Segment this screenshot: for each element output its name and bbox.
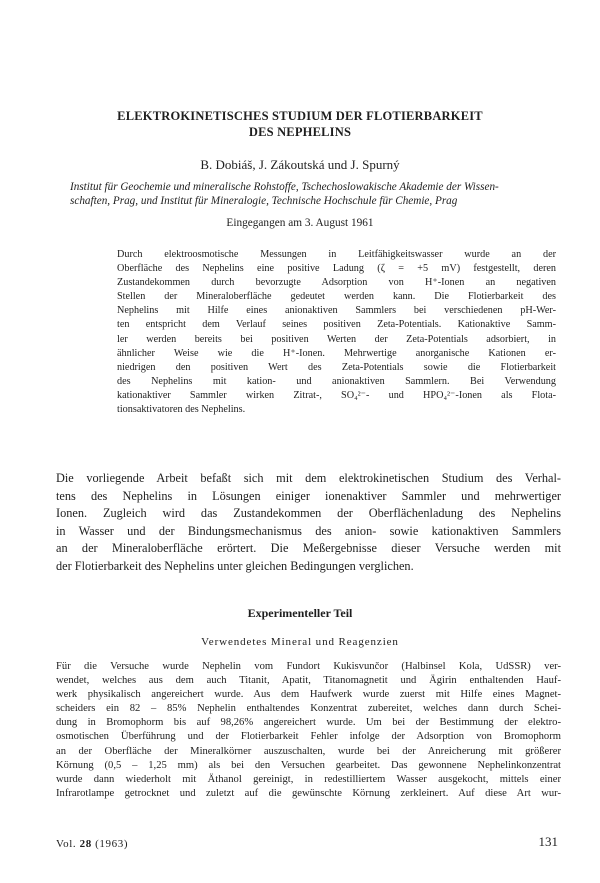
intro-line: tens des Nephelins in Lösungen einiger ionenaktiver Sammler und mehrwertiger [56, 488, 561, 503]
volume-year: (1963) [95, 838, 129, 850]
abstract-line: kationaktiver Sammler wirken Zitrat-, SO₄²⁻- und HPO₄²⁻-Ionen als Flota- [117, 389, 556, 401]
abstract-line: ten entspricht dem Verlauf seines positiven Zeta-Potentials. Kationaktive Samm- [117, 319, 556, 331]
body-line: wurde dann wiederholt mit Äthanol gereinigt, in redestilliertem Wasser ausgekocht, mittels einer [56, 773, 561, 785]
abstract [117, 248, 556, 417]
body-line: Infrarotlampe getrocknet und zuletzt auf die gewünschte Körnung zerkleinert. Auf diese Art wur- [56, 787, 561, 799]
intro-line: Ionen. Zugleich wird das Zustandekommen der Oberflächenladung des Nephelins [56, 506, 561, 521]
abstract-line: Nephelins mit Hilfe eines anionaktiven Sammlers bei verschiedenen pH-Wer- [117, 305, 556, 317]
abstract-line: Stellen der Mineraloberfläche gedeutet werden kann. Die Flotierbarkeit des [117, 291, 556, 303]
abstract-line: Durch elektroosmotische Messungen in Leitfähigkeitswasser wurde an der [117, 249, 556, 260]
intro-line: in Wasser und der Bindungsmechanismus des anion- sowie kationaktiven Sammlers [56, 523, 561, 538]
body-line: werk physikalisch angereichert wurde. Aus dem Haufwerk wurde zuerst mit Hilfe eines Magnet- [56, 689, 561, 701]
affiliation-line: schaften, Prag, und Institut für Mineralogie, Technische Hochschule für Chemie, Prag [70, 195, 458, 207]
abstract-line: Oberfläche des Nephelins eine positive Ladung (ζ = +5 mV) festgestellt, deren [117, 263, 556, 275]
body-line: osmotischen Überführung und der Flotierbarkeit Fehler infolge der Adsorption von Bromophorm [56, 731, 561, 743]
subsection-heading: Verwendetes Mineral und Reagenzien [201, 636, 399, 648]
volume-info [56, 838, 128, 850]
abstract-line: des Nephelins mit kation- und anionaktiven Sammlern. Bei Verwendung [117, 375, 556, 387]
affiliation [70, 180, 558, 208]
intro-line: an der Mineraloberfläche erörtert. Die Meßergebnisse dieser Versuche werden mit [56, 541, 561, 556]
body-line: scheiders ein 82 – 85% Nephelin enthaltendes Konzentrat zubereitet, welches dann durch Schei- [56, 703, 561, 715]
affiliation-line: Institut für Geochemie und mineralische Rohstoffe, Tschechoslowakische Akademie der Wissen- [70, 181, 499, 193]
intro-line: Die vorliegende Arbeit befaßt sich mit dem elektrokinetischen Studium des Verhal- [56, 471, 561, 485]
intro-paragraph [56, 470, 561, 576]
article-title [40, 108, 560, 140]
body-paragraph [56, 660, 561, 801]
volume-number: 28 [79, 838, 92, 850]
intro-line: der Flotierbarkeit des Nephelins unter gleichen Bedingungen verglichen. [56, 558, 414, 573]
volume-label: Vol. [56, 838, 77, 850]
abstract-line: ähnlicher Weise wie die H⁺-Ionen. Mehrwertige anorganische Kationen er- [117, 347, 556, 359]
abstract-line: Zustandekommen durch bevorzugte Adsorption von H⁺-Ionen an negativen [117, 277, 556, 289]
abstract-line: niedrigen den positiven Wert des Zeta-Potentials sowie die Flotierbarkeit [117, 361, 556, 373]
body-line: dung in Bromophorm bis auf 98,26% angereichert wurde. Um bei der Bestimmung der elektro- [56, 717, 561, 729]
abstract-line: ler werden bereits bei positiven Werten der Zeta-Potentials adsorbiert, in [117, 333, 556, 345]
title-line-1: ELEKTROKINETISCHES STUDIUM DER FLOTIERBARKEIT [117, 109, 483, 123]
body-line: Für die Versuche wurde Nephelin vom Fundort Kukisvunčor (Halbinsel Kola, UdSSR) ver- [56, 661, 561, 672]
section-heading: Experimenteller Teil [247, 606, 353, 620]
title-line-2: DES NEPHELINS [248, 125, 352, 139]
received-date: Eingegangen am 3. August 1961 [226, 217, 374, 229]
abstract-line: tionsaktivatoren des Nephelins. [117, 404, 246, 416]
body-line: an der Oberfläche der Mineralkörner auszuschalten, wurde bei der Anreicherung mit größerer [56, 745, 561, 757]
body-line: wendet, welches aus dem auch Titanit, Apatit, Titanomagnetit und Ägirin enthaltenden Hauf- [56, 675, 561, 687]
author-list: B. Dobiáš, J. Zákoutská und J. Spurný [200, 157, 400, 172]
body-line: Körnung (0,5 – 1,25 mm) als bei den Versuchen gearbeitet. Das gewonnene Nephelinkonzentrat [56, 759, 561, 771]
page-number: 131 [538, 834, 558, 849]
